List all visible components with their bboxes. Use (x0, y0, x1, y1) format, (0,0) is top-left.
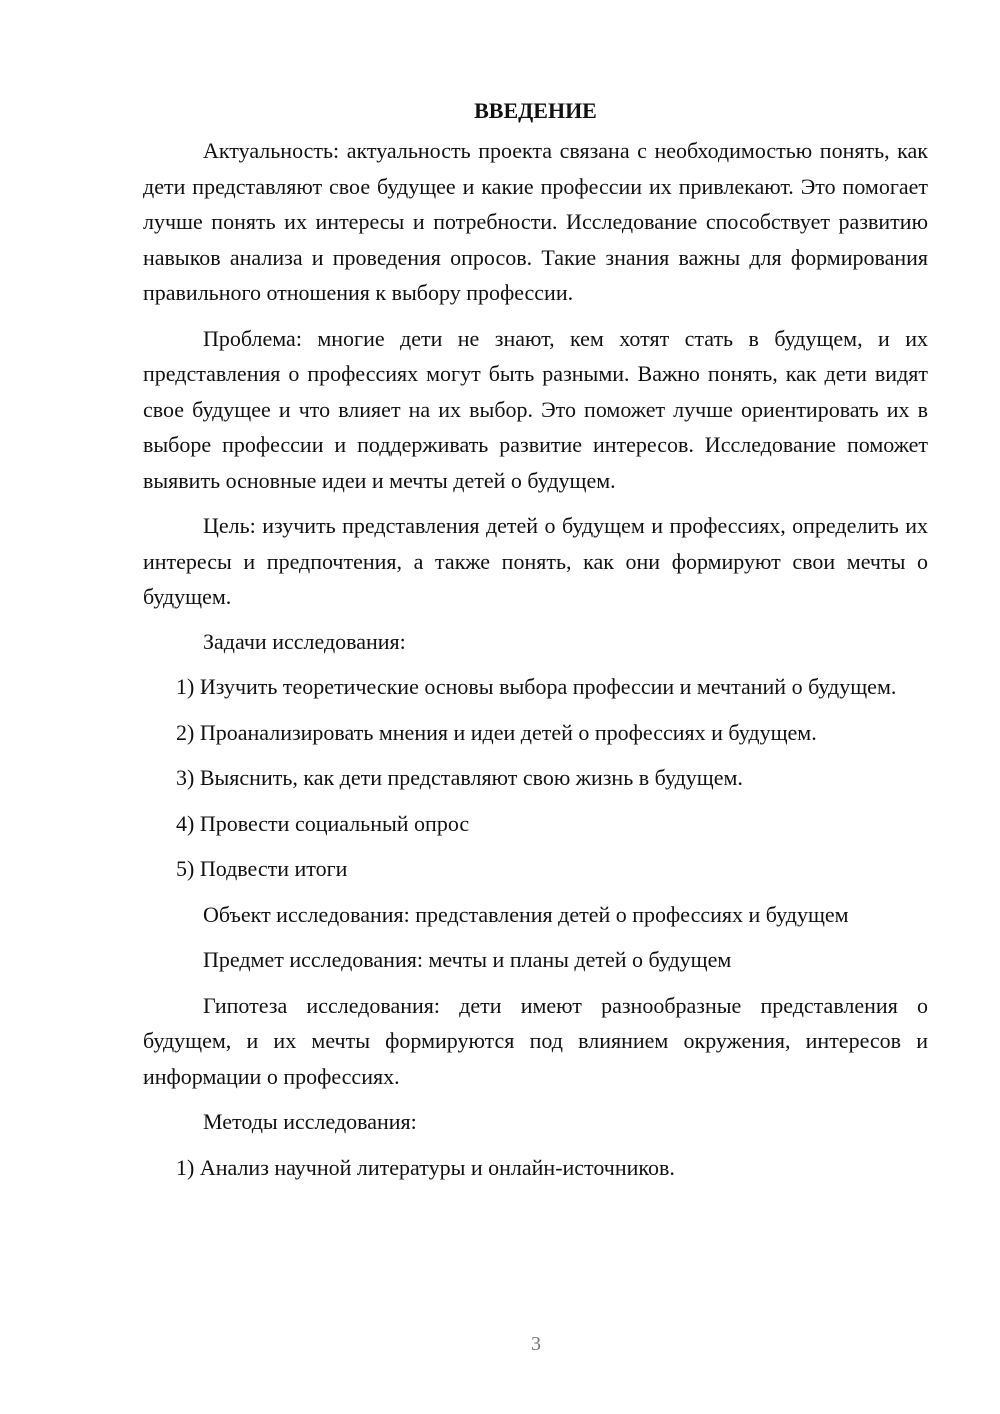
task-item-5: 5) Подвести итоги (176, 856, 348, 881)
page-number: 3 (531, 1333, 541, 1355)
methods-title: Методы исследования: (203, 1109, 417, 1134)
task-item-2: 2) Проанализировать мнения и идеи детей о профессиях и будущем. (176, 719, 817, 745)
subject-paragraph: Предмет исследования: мечты и планы детей о будущем (203, 947, 732, 972)
relevance-paragraph: Актуальность: актуальность проекта связана с необходимостью понять, как дети представляют свое будущее и какие профессии их привлекают. Это помогает лучше понять их интересы и потребности. Исследование способствует развитию навыков анализа и проведения опросов. Такие знания важны для формирования правильного отношения к выбору профессии. (143, 138, 928, 305)
page-heading: ВВЕДЕНИЕ (474, 98, 597, 123)
page-content (143, 96, 928, 1185)
task-item-1: 1) Изучить теоретические основы выбора профессии и мечтаний о будущем. (176, 674, 897, 699)
task-item-4: 4) Провести социальный опрос (176, 810, 470, 836)
problem-paragraph: Проблема: многие дети не знают, кем хотят стать в будущем, и их представления о профессиях могут быть разными. Важно понять, как дети видят свое будущее и что влияет на их выбор. Это поможет лучше ориентировать их в выборе профессии и поддерживать развитие интересов. Исследование поможет выявить основные идеи и мечты детей о будущем. (143, 325, 928, 493)
hypothesis-paragraph: Гипотеза исследования: дети имеют разнообразные представления о будущем, и их мечты формируются под влиянием окружения, интересов и информации о профессиях. (143, 992, 928, 1089)
task-item-3: 3) Выяснить, как дети представляют свою жизнь в будущем. (176, 765, 743, 790)
tasks-title: Задачи исследования: (203, 628, 406, 654)
object-paragraph: Объект исследования: представления детей о профессиях и будущем (203, 901, 849, 927)
goal-paragraph: Цель: изучить представления детей о будущем и профессиях, определить их интересы и предпочтения, а также понять, как они формируют свои мечты о будущем. (143, 513, 928, 609)
method-item-1: 1) Анализ научной литературы и онлайн-источников. (176, 1154, 675, 1180)
